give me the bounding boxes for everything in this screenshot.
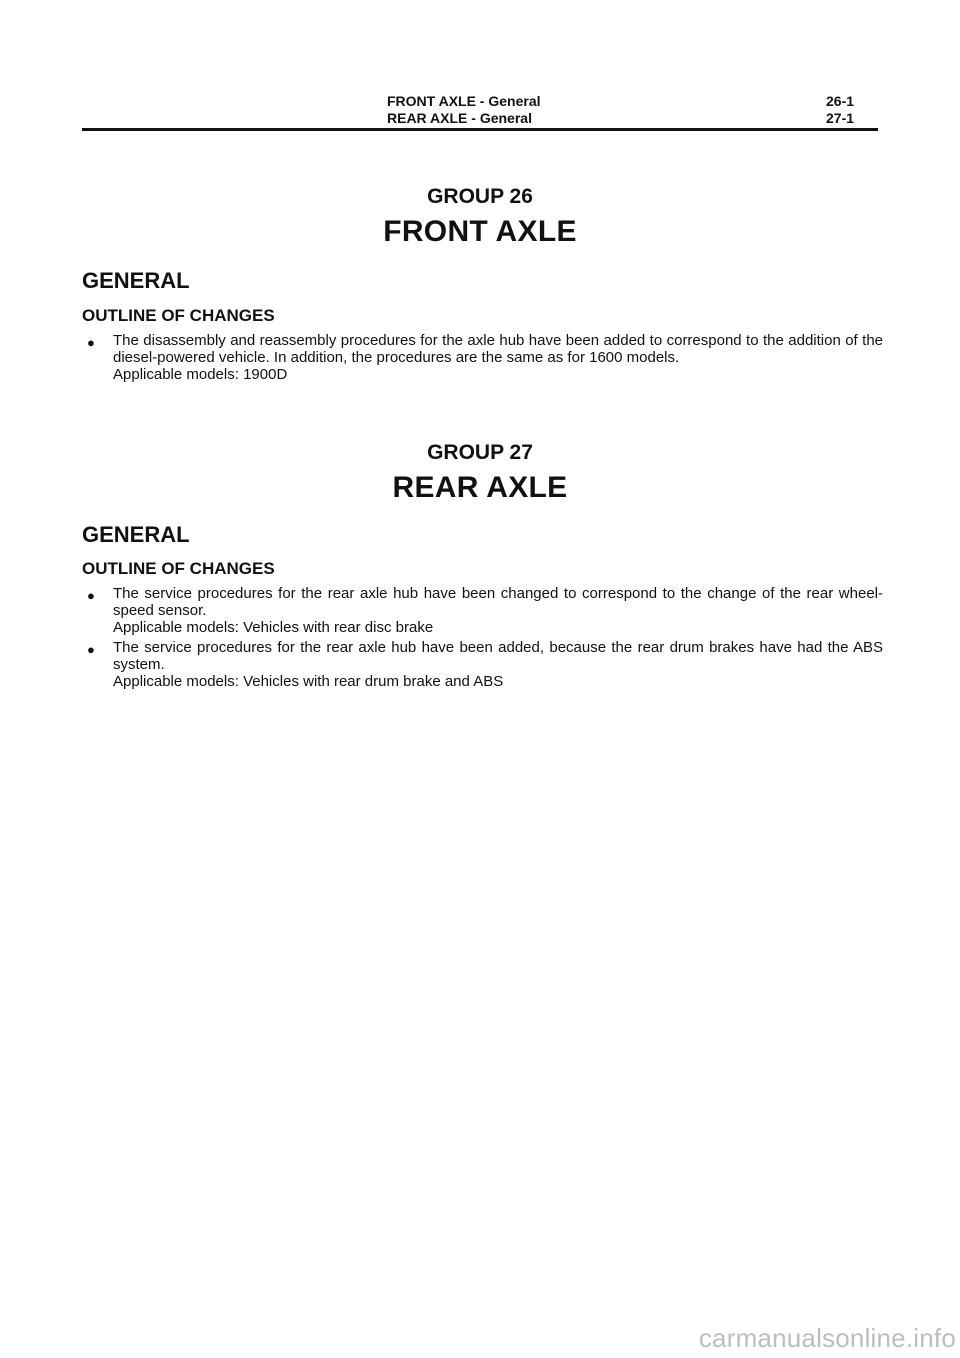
header-rule [82, 128, 878, 131]
group-26-label: GROUP 26 [427, 185, 533, 208]
front-item-text: The disassembly and reassembly procedures for the axle hub have been added to correspond to the addition of the diesel-powered vehicle. In addition, the procedures are the same as for 1600 models. [113, 332, 883, 366]
front-outline-heading: OUTLINE OF CHANGES [82, 306, 275, 325]
bullet-icon: ● [87, 335, 95, 350]
group-27-label: GROUP 27 [427, 441, 533, 464]
front-item-applicable: Applicable models: 1900D [113, 366, 288, 383]
bullet-icon: ● [87, 642, 95, 657]
rear-item-1-text: The service procedures for the rear axle hub have been changed to correspond to the change of the rear wheel-speed sensor. [113, 585, 883, 619]
header-page-rear: 27-1 [826, 110, 855, 126]
front-general-heading: GENERAL [82, 268, 190, 293]
rear-outline-item-2 [113, 639, 883, 690]
watermark-footer: carmanualsonline.info [698, 1323, 956, 1353]
header-title-rear: REAR AXLE - General [387, 110, 532, 126]
header-title-front: FRONT AXLE - General [387, 93, 541, 109]
bullet-icon: ● [87, 588, 95, 603]
rear-item-1-applicable: Applicable models: Vehicles with rear disc brake [113, 619, 434, 636]
header-page-front: 26-1 [826, 93, 855, 109]
rear-outline-item-1 [113, 585, 883, 636]
rear-item-2-applicable: Applicable models: Vehicles with rear drum brake and ABS [113, 673, 504, 690]
front-axle-title: FRONT AXLE [383, 215, 577, 248]
rear-general-heading: GENERAL [82, 522, 190, 547]
rear-outline-heading: OUTLINE OF CHANGES [82, 559, 275, 578]
rear-item-2-text: The service procedures for the rear axle hub have been added, because the rear drum brakes have had the ABS system. [113, 639, 883, 673]
rear-axle-title: REAR AXLE [392, 471, 568, 504]
front-outline-item [113, 332, 883, 383]
